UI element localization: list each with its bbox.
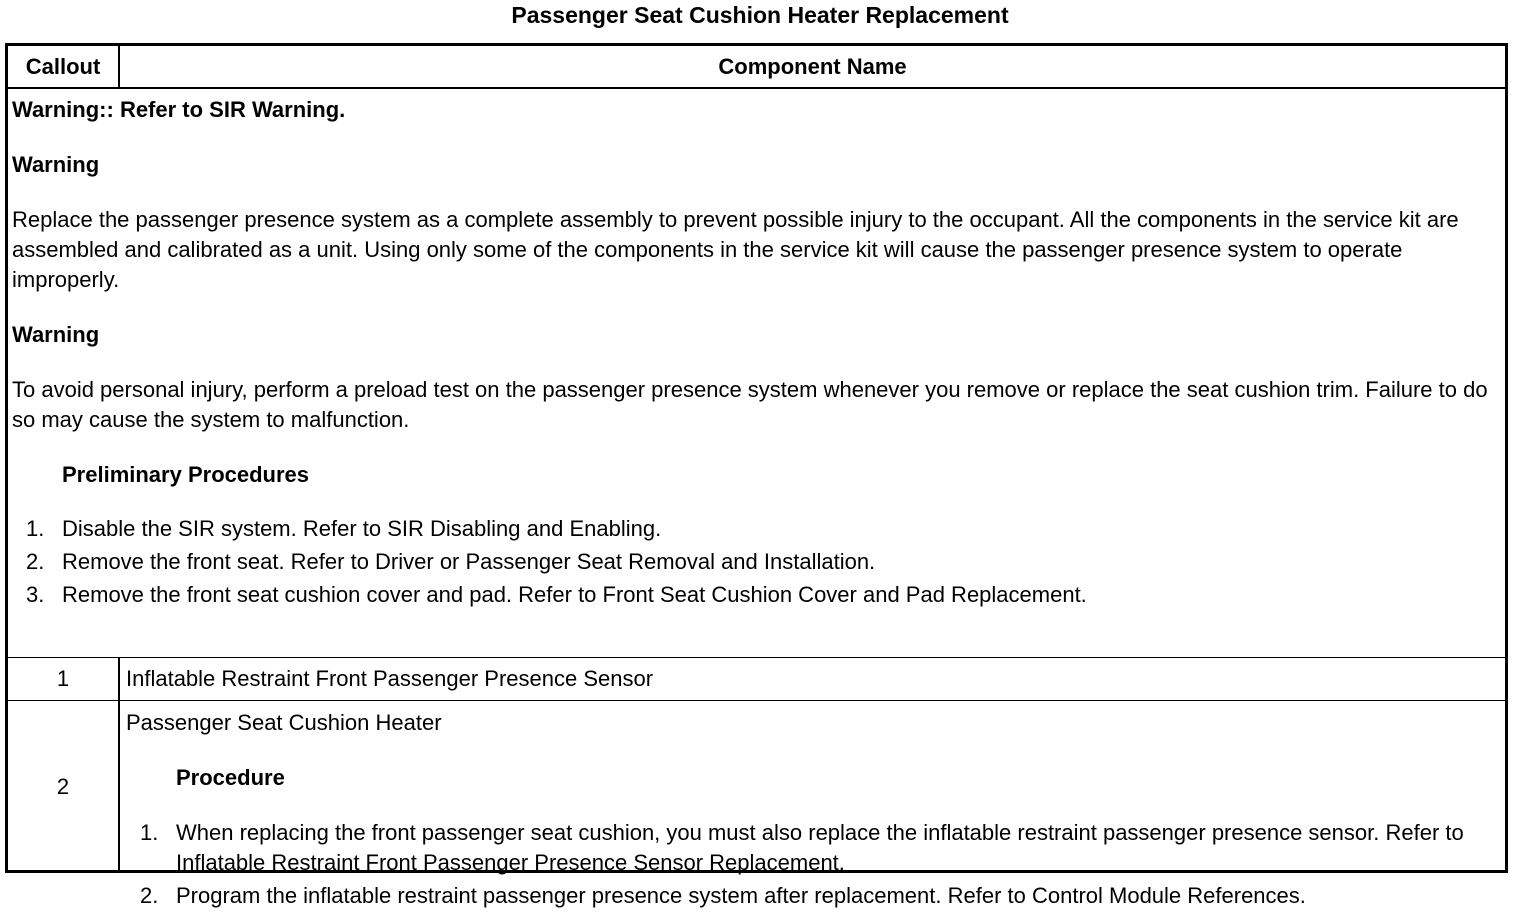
- table-row: [8, 658, 1505, 701]
- step-text: Remove the front seat. Refer to Driver or Passenger Seat Removal and Installation.: [62, 549, 876, 574]
- list-item: [12, 545, 1505, 578]
- step-text: Remove the front seat cushion cover and pad. Refer to Front Seat Cushion Cover and Pad Replacement.: [62, 582, 1087, 607]
- warnings-block: [8, 89, 1505, 658]
- table-row: [8, 701, 1505, 908]
- step-number: 1.: [26, 516, 45, 541]
- page-title: Passenger Seat Cushion Heater Replacement: [511, 2, 1009, 28]
- sir-warning-text: Warning:: Refer to SIR Warning.: [12, 97, 346, 122]
- warning-heading: Warning: [12, 322, 100, 347]
- table-header-row: [8, 46, 1505, 89]
- warning-text: Replace the passenger presence system as a complete assembly to prevent possible injury to the occupant. All the components in the service kit are assembled and calibrated as a unit. Using only some of the components in the service kit will cause the passenger presence system to operate improperly.: [12, 207, 1459, 292]
- step-text: Program the inflatable restraint passenger presence system after replacement. Refer to Control Module References.: [176, 883, 1306, 908]
- callout-cell: 2: [56, 774, 70, 799]
- warning-heading: Warning: [12, 152, 100, 177]
- component-name: Passenger Seat Cushion Heater: [126, 710, 442, 735]
- step-number: 1.: [140, 820, 159, 845]
- step-text: Disable the SIR system. Refer to SIR Disabling and Enabling.: [62, 516, 662, 541]
- list-item: [126, 881, 1505, 911]
- component-table: [5, 43, 1508, 908]
- step-text: When replacing the front passenger seat cushion, you must also replace the inflatable restraint passenger presence sensor. Refer to Inflatable Restraint Front Passenger Presence Sensor Replacement.: [176, 820, 1464, 875]
- step-number: 2.: [140, 883, 159, 908]
- callout-cell: 1: [56, 666, 70, 691]
- preliminary-procedures-heading: Preliminary Procedures: [62, 462, 310, 487]
- step-number: 3.: [26, 582, 45, 607]
- component-name-cell: Inflatable Restraint Front Passenger Presence Sensor: [126, 666, 654, 691]
- callout-column-header: Callout: [25, 54, 101, 79]
- preliminary-steps-list: [12, 512, 1505, 611]
- list-item: [12, 578, 1505, 611]
- procedure-heading: Procedure: [176, 765, 285, 790]
- step-number: 2.: [26, 549, 45, 574]
- procedure-steps-list: [126, 818, 1505, 911]
- list-item: [12, 512, 1505, 545]
- list-item: [126, 818, 1505, 878]
- component-name-cell: [120, 701, 1505, 914]
- component-name-column-header: Component Name: [718, 54, 907, 79]
- warning-text: To avoid personal injury, perform a preload test on the passenger presence system whenever you remove or replace the seat cushion trim. Failure to do so may cause the system to malfunction.: [12, 377, 1488, 432]
